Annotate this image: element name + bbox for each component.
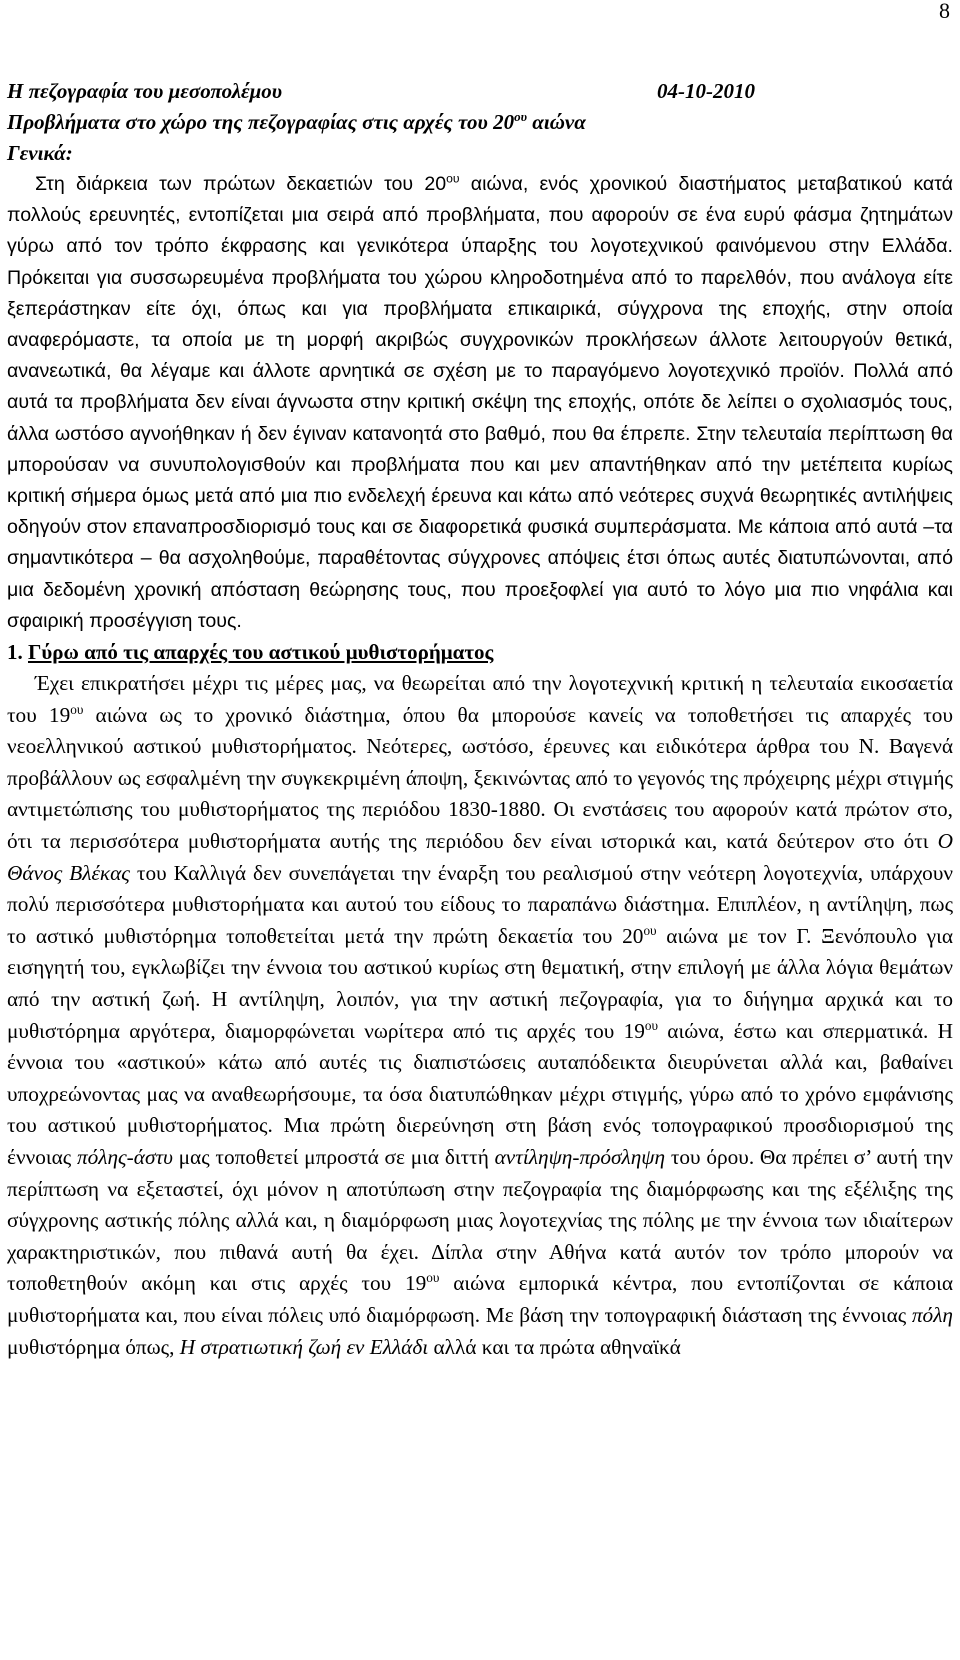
section-text: αιώνα ως το χρονικό διάστημα, όπου θα μπορούσε κανείς να τοποθετήσει τις απαρχές του νεοελληνικού αστικού μυθιστορήματος. Νεότερες, ωστόσο, έρευνες και ειδικότερα άρθρα του Ν. Βαγενά προβάλλουν ως εσφαλμένη την συγκεκριμένη άποψη, ξεκινώντας από το γεγονός της πρόχειρης μέχρι στιγμής αντιμετώπισης του μυθιστορήματος της περιόδου 1830-1880. Οι ενστάσεις του αφορούν κατά πρώτον στο, ότι τα περισσότερα μυθιστορήματα αυτής της περιόδου δεν είναι ιστορικά και, κατά δεύτερον στο ότι [7,702,954,854]
section-text: Έχει επικρατήσει μέχρι τις μέρες μας, να θεωρείται από την λογοτεχνική κριτική η τελευταία εικοσαετία του 19 [7,671,953,727]
section-number: 1. [7,640,28,665]
italic-title: Ο Θάνος Βλέκας [7,829,953,885]
section-text: αιώνα με τον Γ. Ξενόπουλο για εισηγητή του, εγκλωβίζει την έννοια του αστικού κυρίως στη θεματική, στην επιλογή με άλλα λόγια θεμάτων από την αστική ζωή. Η αντίληψη, λοιπόν, για την αστική πεζογραφία, για το διήγημα αρχικά και το μυθιστόρημα αργότερα, διαμορφώνεται νωρίτερα από τις αρχές του 19 [7,923,953,1043]
italic-term: πόλης-άστυ [76,1144,173,1169]
lecture-title [7,107,953,138]
intro-text-cont: αιώνα, ενός χρονικού διαστήματος μεταβατικού κατά πολλούς ερευνητές, εντοπίζεται μια σειρά από προβλήματα, που αφορούν σε ένα ευρύ φάσμα ζητημάτων γύρω από τον τρόπο έκφρασης και γενικότερα ύπαρξης του λογοτεχνικού φαινόμενου στην Ελλάδα. Πρόκειται για συσσωρευμένα προβλήματα του χώρου κληροδοτημένα από το παρελθόν, που ανάλογα είτε ξεπεράστηκαν είτε όχι, όπως και για προβλήματα επικαιρικά, σύγχρονα της εποχής, στην οποία αναφερόμαστε, τα οποία με τη μορφή ακριβώς συγχρονικών προκλήσεων άλλοτε λειτουργούν θετικά, ανανεωτικά, θα λέγαμε και άλλοτε αρνητικά σε σχέση με το παραγόμενο λογοτεχνικό προϊόν. Πολλά από αυτά τα προβλήματα δεν είναι άγνωστα στην κριτική σκέψη της εποχής, οπότε δε λείπει ο σχολιασμός τους, άλλα ωστόσο αγνοήθηκαν ή δεν έγιναν κατανοητά στο βαθμό, που θα έπρεπε. Στην τελευταία περίπτωση θα μπορούσαν να συνυπολογισθούν και προβλήματα που και μεν απαντήθηκαν από την μετέπειτα κυρίως κριτική σήμερα όμως μετά από μια πιο ενδελεχή έρευνα και κάτω από νεότερες συχνά θεωρητικές αντιλήψεις οδηγούν στον επαναπροσδιορισμό τους και σε διαφορετικά φυσικά συμπεράσματα. Με κάποια από αυτά –τα σημαντικότερα – θα ασχοληθούμε, παραθέτοντας σύγχρονες απόψεις έτσι όπως αυτές διατυπώνονται, από μια δεδομένη χρονική απόσταση θεώρησης τους, που προεξοφλεί για αυτό το λόγο μια πιο νηφάλια και σφαιρική προσέγγιση τους. [7,173,953,632]
section-text: του Καλλιγά δεν συνεπάγεται την έναρξη του ρεαλισμού στην νεότερη λογοτεχνία, υπάρχουν πολύ περισσότερα μυθιστορήματα και αυτού του είδους το παραπάνω διάστημα. Επιπλέον, η αντίληψη, πως το αστικό μυθιστόρημα τοποθετείται μετά την πρώτη δεκαετία του 20 [7,860,953,948]
section-heading [7,637,953,668]
section-text: μας τοποθετεί μπροστά σε μια διττή [172,1144,495,1169]
lecture-title-text: Προβλήματα στο χώρο της πεζογραφίας στις αρχές του 20 [7,110,515,134]
italic-title: Η στρατιωτική ζωή εν Ελλάδι [179,1334,429,1359]
section-text: μυθιστόρημα όπως, [7,1334,180,1359]
superscript: ου [643,922,657,938]
italic-term: αντίληψη-πρόσληψη [494,1144,666,1169]
document-body [7,76,953,1363]
intro-paragraph [7,169,953,637]
superscript: ου [426,1270,440,1286]
section-title: Γύρω από τις απαρχές του αστικού μυθιστορήματος [28,640,494,665]
section-paragraph [7,668,953,1363]
lecture-date: 04-10-2010 [657,79,755,103]
section-text: αιώνα εμπορικά κέντρα, που εντοπίζονται σε κάποια μυθιστορήματα και, που είναι πόλεις υπό διαμόρφωση. Με βάση την τοπογραφική διάσταση της έννοιας [7,1271,953,1327]
intro-text: Στη διάρκεια των πρώτων δεκαετιών του 20 [35,173,447,195]
page-number: 8 [939,0,950,23]
section-text: του όρου. Θα πρέπει σ’ αυτή την περίπτωση να εξεταστεί, όχι μόνον η αποτύπωση στην πεζογραφία της διαμόρφωσης και της εξέλιξης της σύγχρονης αστικής πόλης αλλά και, η διαμόρφωση μιας λογοτεχνίας της πόλης με την έννοια των ιδιαίτερων χαρακτηριστικών, που πιθανά αυτή θα έχει. Δίπλα στην Αθήνα κατά αυτόν τον τρόπο μπορούν να τοποθετηθούν ακόμη και στις αρχές του 19 [7,1144,953,1296]
superscript: ου [514,109,527,124]
section-text: αλλά και τα πρώτα αθηναϊκά [428,1334,681,1359]
superscript: ου [70,701,84,717]
lecture-title-text-end: αιώνα [527,110,586,134]
general-label: Γενικά: [7,141,73,165]
section-text: αιώνα, έστω και σπερματικά. Η έννοια του «αστικού» κάτω από αυτές τις διαπιστώσεις αυταπόδεικτα διευρύνεται αλλά και, βαθαίνει υποχρεώνοντας μας να αναθεωρήσουμε, τα όσα διατυπώθηκαν μέχρι στιγμής, γύρω από το χρόνο εμφάνισης του αστικού μυθιστορήματος. Μια πρώτη διερεύνηση στη βάση ενός τοπογραφικού προσδιορισμού της έννοιας [7,1018,953,1169]
italic-term: πόλη [911,1302,953,1327]
course-title-line [7,76,953,107]
superscript: ου [644,1017,659,1033]
course-title: Η πεζογραφία του μεσοπολέμου [7,79,283,103]
superscript: ου [446,171,460,186]
